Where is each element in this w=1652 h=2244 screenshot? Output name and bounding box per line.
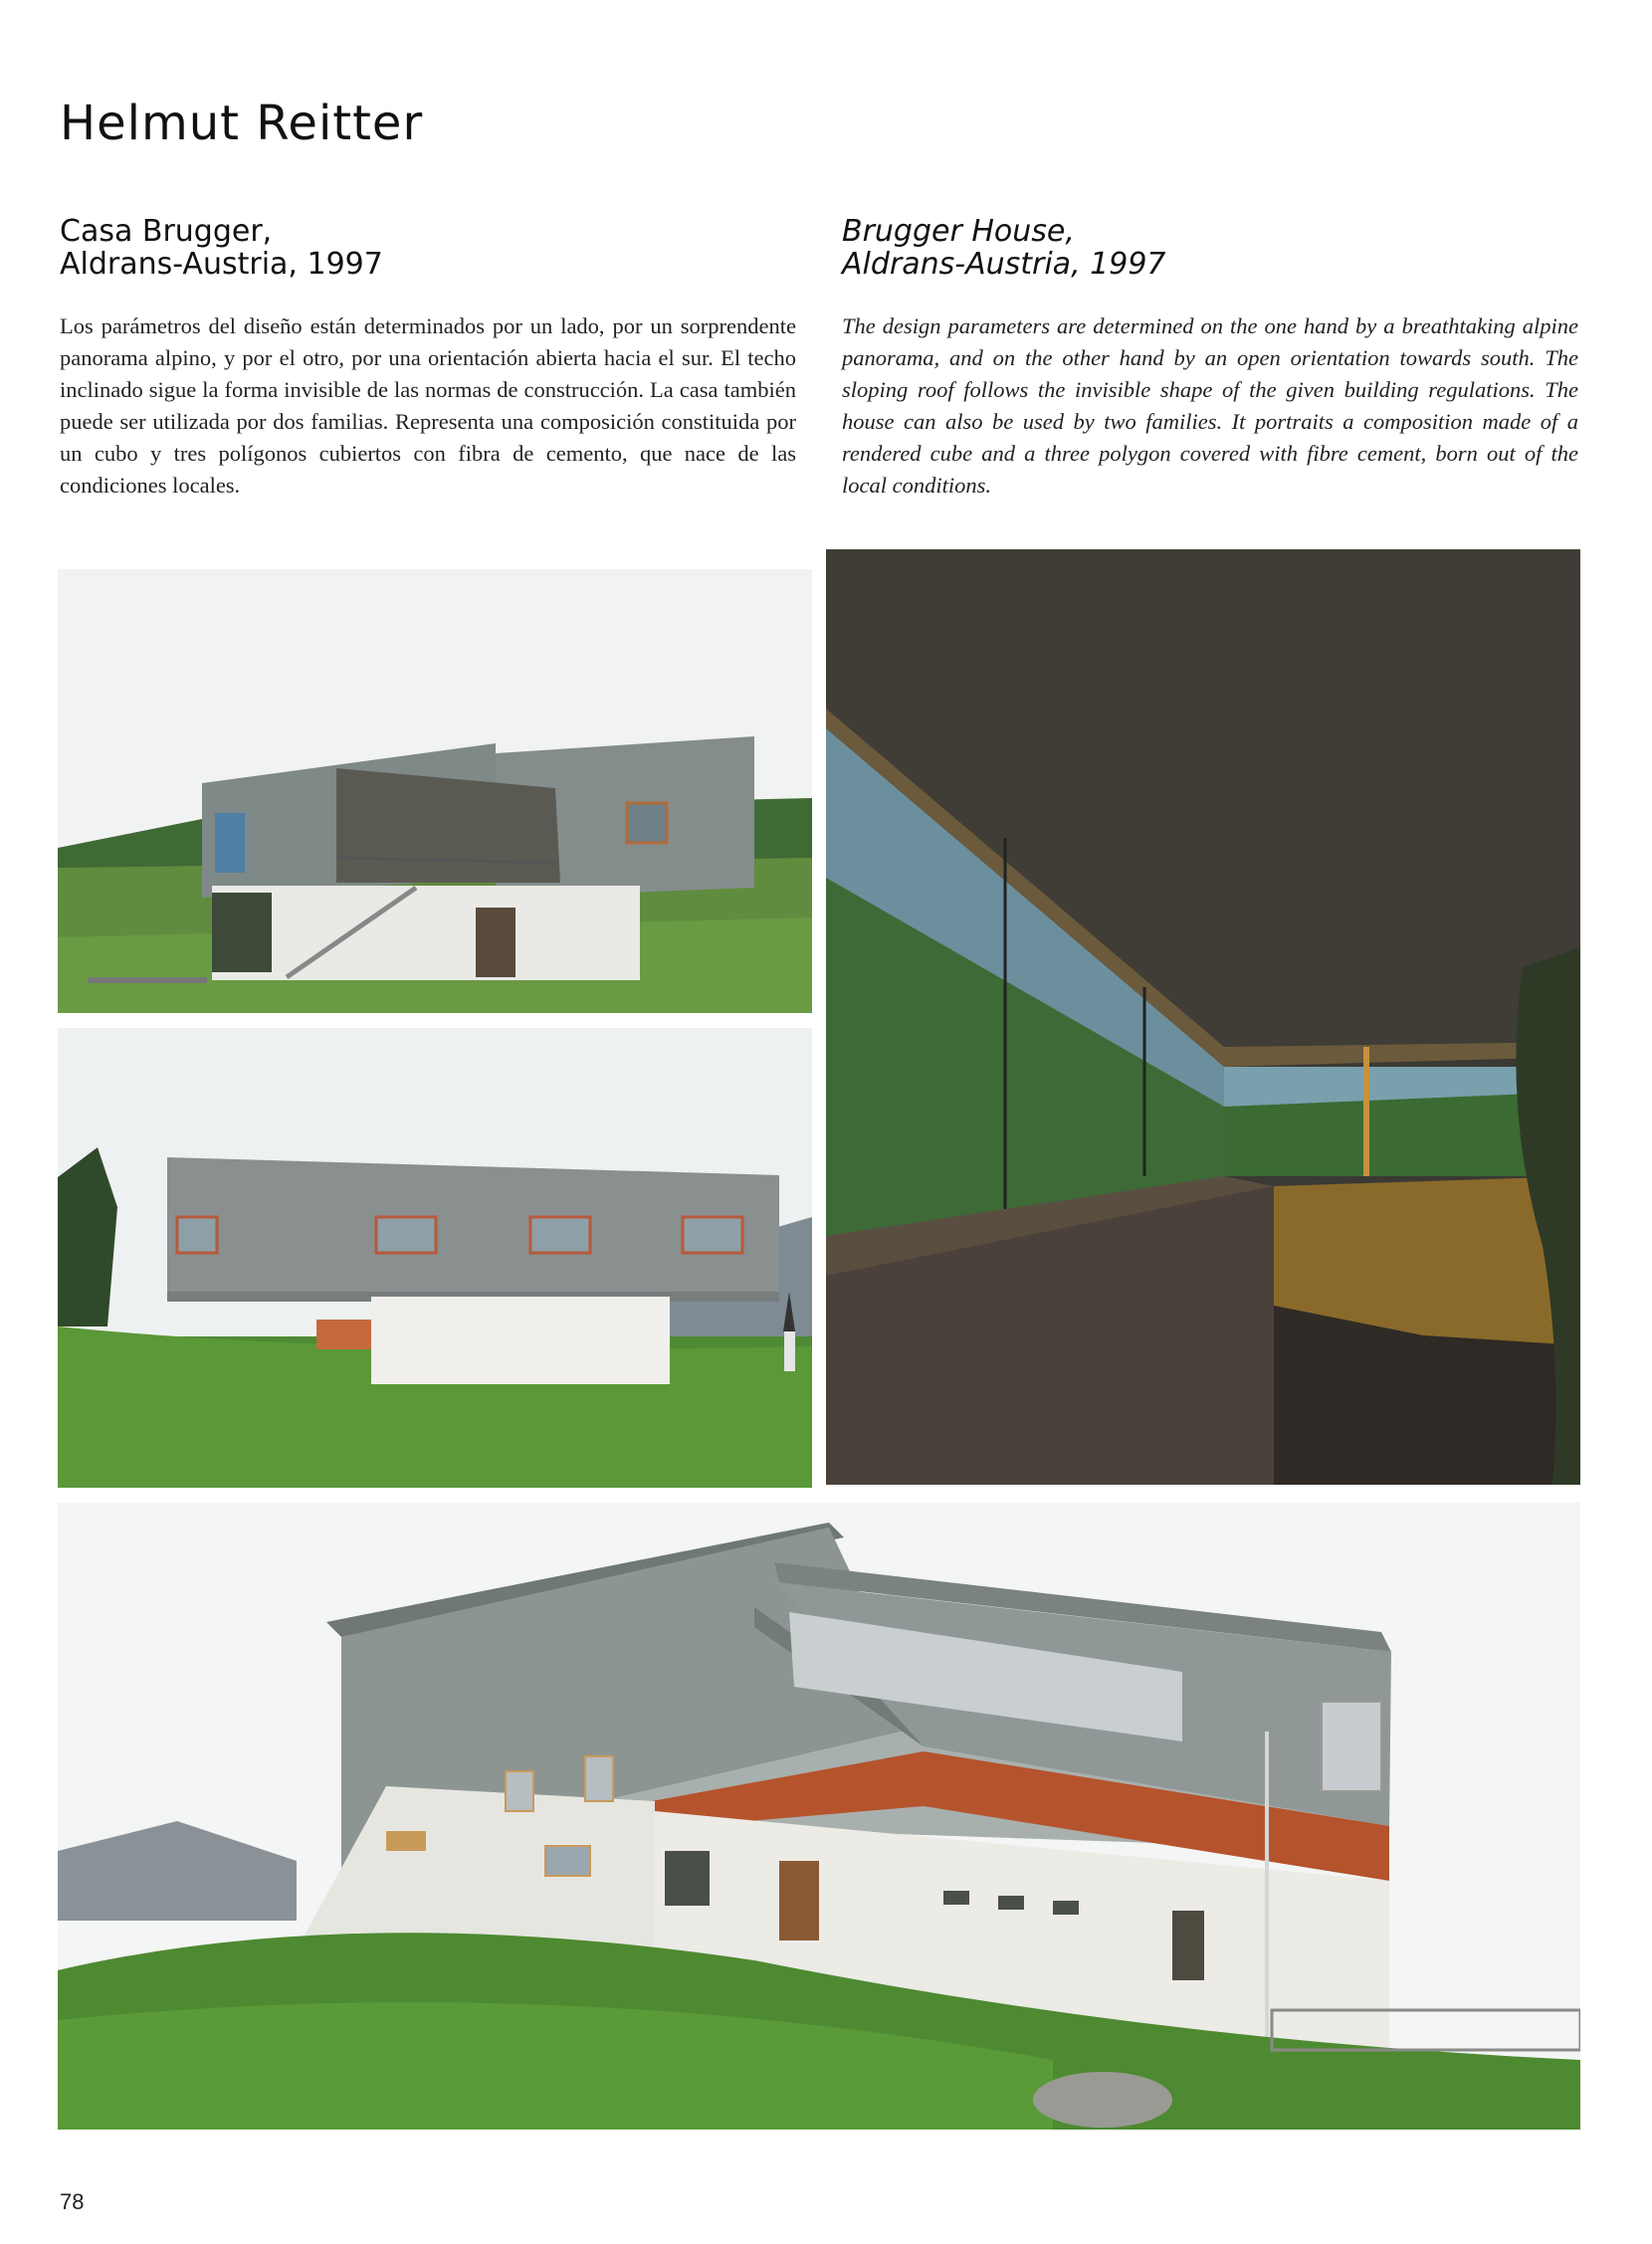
project-title-english bbox=[842, 215, 1166, 281]
project-title-spanish-line1: Casa Brugger, bbox=[60, 214, 273, 249]
project-title-english-line2: Aldrans-Austria, 1997 bbox=[842, 247, 1166, 282]
description-english: The design parameters are determined on the one hand by a breathtaking alpine panorama, and on the other hand by an open orientation towards south. The sloping roof follows the invisible shape of the given building regulations. The house can also be used by two families. It portraits a composition made of a rendered cube and a three polygon covered with fibre cement, born out of the local conditions. bbox=[842, 313, 1578, 498]
project-title-spanish bbox=[60, 215, 383, 281]
page-number: 78 bbox=[60, 2189, 85, 2214]
project-title-english-line1: Brugger House, bbox=[842, 214, 1075, 249]
project-title-spanish-line2: Aldrans-Austria, 1997 bbox=[60, 247, 383, 282]
description-spanish: Los parámetros del diseño están determinados por un lado, por un sorprendente panorama alpino, y por el otro, por una orientación abierta hacia el sur. El techo inclinado sigue la forma invisible de las normas de construcción. La casa también puede ser utilizada por dos familias. Representa una composición constituida por un cubo y tres polígonos cubiertos con fibra de cemento, que nace de las condiciones locales. bbox=[60, 313, 796, 498]
photo-house-front bbox=[58, 1503, 1580, 2130]
photo-house-slope bbox=[58, 569, 812, 1013]
photo-interior bbox=[826, 549, 1580, 1485]
photo-house-side bbox=[58, 1028, 812, 1488]
architect-name: Helmut Reitter bbox=[60, 96, 424, 151]
